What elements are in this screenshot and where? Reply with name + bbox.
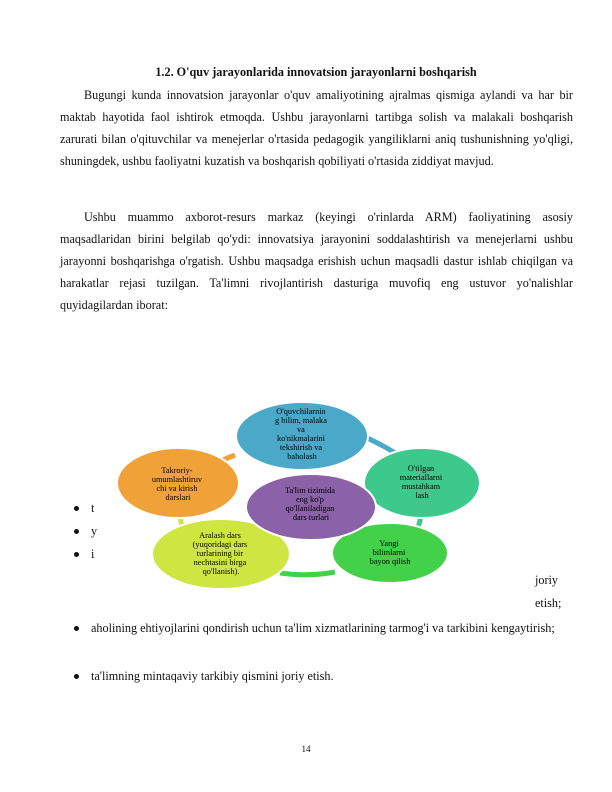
- paragraph-1: Bugungi kunda innovatsion jarayonlar o'quv amaliyotining ajralmas qismiga aylandi va har bir maktab hayotida faol ishtirok etmoqda. Ushbu jarayonlarni tartibga solish va malakali boshqarish zarurati bilan o'qituvchilar va menejerlar o'rtasida pedagogik yangiliklarni aniq tushunishning yo'qligi, shuningdek, ushbu faoliyatni kuzatish va boshqarish qobiliyati o'rtasida ziddiyat mavjud.: [60, 88, 573, 168]
- bullet-item-2: ta'limning mintaqaviy tarkibiy qismini joriy etish.: [91, 669, 334, 683]
- diagram-node-1: [236, 402, 368, 470]
- paragraph-2: Ushbu muammo axborot-resurs markaz (keyingi o'rinlarda ARM) faoliyatining asosiy maqsadlaridan birini belgilab qo'ydi: innovatsiya jarayonini soddalashtirish va menejerlarni ushbu jarayonni boshqarishga o'rgatish. Ushbu maqsadga erishish uchun maqsadli dastur ishlab chiqilgan va harakatlar rejasi tuzilgan. Ta'limni rivojlantirish dasturiga muvofiq eng ustuvor yo'nalishlar quyidagilardan iborat:: [60, 210, 573, 312]
- bullet-dot: [74, 626, 79, 631]
- page-number: 14: [301, 744, 311, 754]
- bullet-item-1: aholining ehtiyojlarini qondirish uchun ta'lim xizmatlarining tarmog'i va tarkibini kengaytirish;: [91, 621, 555, 635]
- bullet-dot: [74, 506, 79, 511]
- side-word-1: joriy: [535, 573, 559, 587]
- bullet-dot: [74, 674, 79, 679]
- center-node-text: Ta'lim tizimida eng ko'p qo'llaniladigan dars turlari: [284, 486, 335, 522]
- bullet-dot: [74, 552, 79, 557]
- node-3-text: Yangi bilimlarni bayon qilish: [369, 539, 411, 566]
- node-4-text: Aralash dars (yuqoridagi dars turlarining bir nechtasini birga qo'llanish).: [192, 531, 248, 576]
- node-5-text: Takroriy- umumlashtiruv chi va kirish darslari: [151, 466, 203, 502]
- section-heading: 1.2. O'quv jarayonlarida innovatsion jarayonlarni boshqarish: [155, 65, 477, 79]
- bullet-fragment-3: i: [91, 547, 95, 561]
- diagram-center-node: [246, 474, 376, 540]
- bullet-fragment-2: y: [91, 524, 98, 538]
- node-2-text: O'tilgan materiallarni mustahkam lash: [399, 464, 443, 500]
- side-word-2: etish;: [535, 596, 562, 610]
- bullet-fragment-1: t: [91, 501, 95, 515]
- diagram-node-2: [364, 448, 480, 518]
- lesson-types-diagram: [110, 385, 490, 595]
- bullet-dot: [74, 529, 79, 534]
- node-1-text: O'quvchilarnin g bilim, malaka va ko'nikmalarini tekshirish va baholash: [275, 407, 327, 461]
- diagram-node-5: [117, 448, 239, 518]
